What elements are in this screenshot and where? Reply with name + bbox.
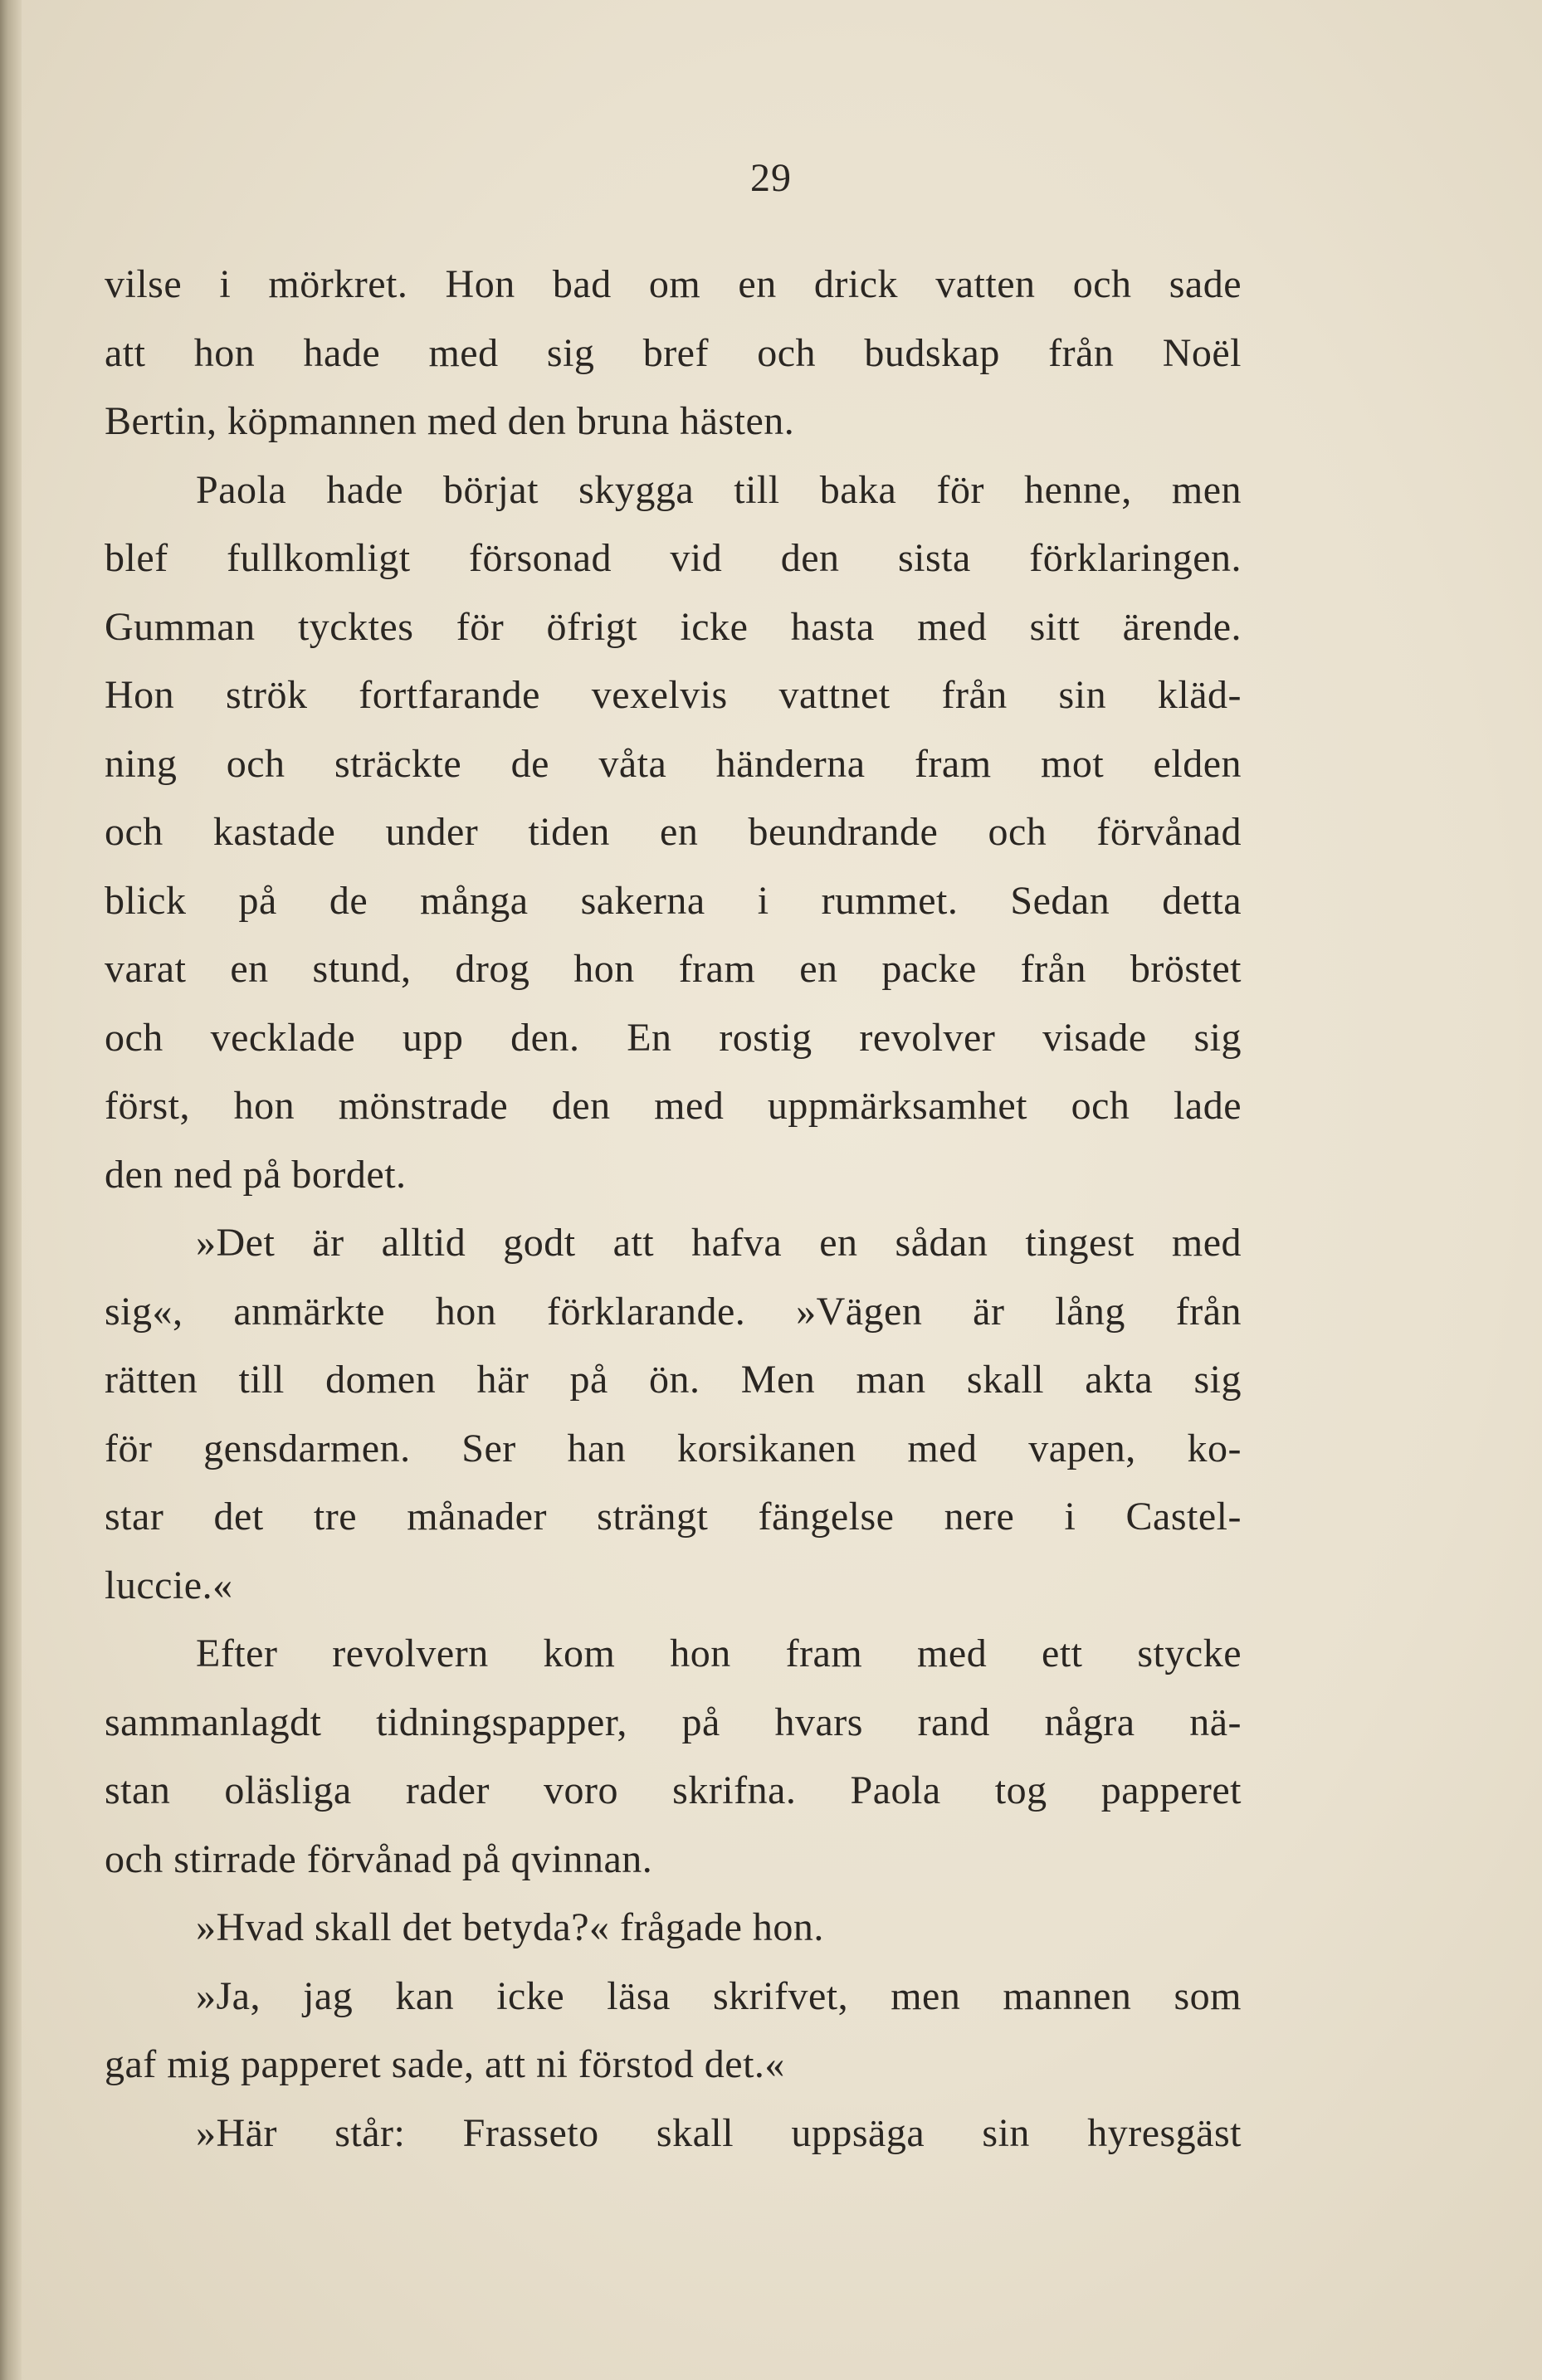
text-line: och stirrade förvånad på qvinnan.	[105, 1836, 653, 1881]
text-line: blick på de många sakerna i rummet. Sedan detta	[105, 878, 1242, 923]
book-binding-edge	[0, 0, 22, 2380]
text-line: Efter revolvern kom hon fram med ett stycke	[196, 1631, 1242, 1675]
text-line: att hon hade med sig bref och budskap från Noël	[105, 330, 1242, 375]
text-line: för gensdarmen. Ser han korsikanen med vapen, ko-	[105, 1426, 1242, 1470]
text-line: gaf mig papperet sade, att ni förstod det.«	[105, 2042, 785, 2086]
text-line: varat en stund, drog hon fram en packe från bröstet	[105, 947, 1242, 991]
page-number: 29	[750, 156, 792, 200]
text-line: Bertin, köpmannen med den bruna hästen.	[105, 399, 795, 443]
text-line: blef fullkomligt försonad vid den sista förklaringen.	[105, 536, 1242, 580]
text-line: först, hon mönstrade den med uppmärksamhet och lade	[105, 1084, 1242, 1128]
body-text	[105, 251, 1242, 2168]
text-line: och kastade under tiden en beundrande och förvånad	[105, 810, 1242, 854]
text-line: »Ja, jag kan icke läsa skrifvet, men mannen som	[196, 1973, 1242, 2018]
text-line: Paola hade börjat skygga till baka för henne, men	[196, 467, 1242, 512]
text-line: »Det är alltid godt att hafva en sådan tingest med	[196, 1221, 1242, 1265]
text-line: ning och sträckte de våta händerna fram mot elden	[105, 741, 1242, 786]
text-line: »Här står: Frasseto skall uppsäga sin hyresgäst	[196, 2110, 1242, 2155]
text-line: star det tre månader strängt fängelse nere i Castel-	[105, 1495, 1242, 1539]
text-line: den ned på bordet.	[105, 1152, 407, 1197]
text-line: rätten till domen här på ön. Men man skall akta sig	[105, 1358, 1242, 1402]
text-line: sammanlagdt tidningspapper, på hvars rand några nä-	[105, 1700, 1242, 1744]
text-line: sig«, anmärkte hon förklarande. »Vägen är lång från	[105, 1289, 1242, 1334]
text-line: och vecklade upp den. En rostig revolver visade sig	[105, 1015, 1242, 1060]
text-line: vilse i mörkret. Hon bad om en drick vatten och sade	[105, 262, 1242, 306]
text-line: »Hvad skall det betyda?« frågade hon.	[196, 1905, 824, 1949]
text-line: stan oläsliga rader voro skrifna. Paola tog papperet	[105, 1768, 1242, 1812]
text-line: Hon strök fortfarande vexelvis vattnet från sin kläd-	[105, 673, 1242, 717]
text-line: Gumman tycktes för öfrigt icke hasta med sitt ärende.	[105, 604, 1242, 649]
text-line: luccie.«	[105, 1563, 233, 1607]
